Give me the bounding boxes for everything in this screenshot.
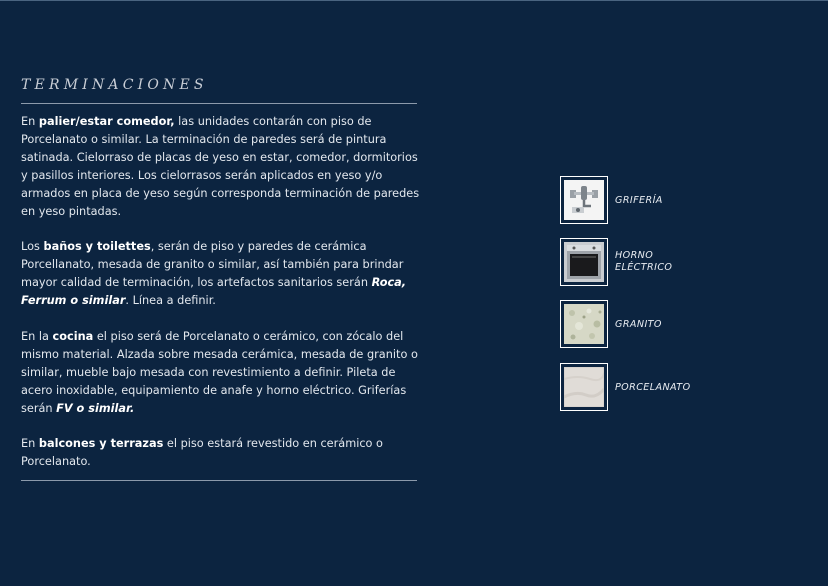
paragraph-bathrooms xyxy=(21,238,421,310)
material-porcelanato xyxy=(560,363,800,413)
material-label: GRANITO xyxy=(615,319,662,330)
material-label xyxy=(615,250,672,274)
text-span: el piso estará revestido en cerámico o Porcelanato. xyxy=(21,437,383,468)
paragraph-balconies xyxy=(21,435,421,471)
bold-span: balcones y terrazas xyxy=(38,437,164,450)
oven-photo-icon xyxy=(560,238,608,286)
text-span: Los xyxy=(21,240,44,253)
text-span: el piso será de Porcelanato o cerámico, con zócalo del mismo material. Alzada sobre mesada cerámica, mesada de granito o similar, mueble bajo mesada con revestimiento a definir. Pileta de acero inoxidable, equipamiento de anafe y horno eléctrico. Griferías serán xyxy=(21,330,418,415)
bold-italic-span: Roca, Ferrum o similar xyxy=(21,276,407,307)
text-span: En la xyxy=(21,330,53,343)
top-divider xyxy=(0,0,828,1)
text-span: , serán de piso y paredes de cerámica Porcellanato, mesada de granito o similar, así también para brindar mayor calidad de terminación, los artefactos sanitarios serán xyxy=(21,240,404,289)
bold-span: baños y toilettes xyxy=(43,240,151,253)
bottom-divider xyxy=(21,480,417,481)
material-horno xyxy=(560,238,800,288)
text-span: En xyxy=(21,115,39,128)
porcelain-tile-icon xyxy=(560,363,608,411)
material-label: PORCELANATO xyxy=(615,382,691,393)
material-label: GRIFERÍA xyxy=(615,195,663,206)
bold-span: cocina xyxy=(52,330,94,343)
label-line: HORNO xyxy=(615,250,654,261)
label-line: ELÉCTRICO xyxy=(615,262,673,273)
text-span: las unidades contarán con piso de Porcelanato o similar. La terminación de paredes será de pintura satinada. Cielorraso de placas de yeso en estar, comedor, dormitorios y pasillos interiores. Los cielorrasos serán aplicados en yeso y/o armados en placa de yeso según corresponda terminación de paredes en yeso pintadas. xyxy=(21,115,420,218)
section-title: TERMINACIONES xyxy=(21,77,208,93)
paragraph-kitchen xyxy=(21,328,421,418)
title-underline xyxy=(21,103,417,104)
bold-italic-span: FV o similar. xyxy=(56,402,135,415)
text-span: . Línea a definir. xyxy=(125,294,216,307)
granite-sample-icon xyxy=(560,300,608,348)
bold-span: palier/estar comedor, xyxy=(38,115,175,128)
faucet-photo-icon xyxy=(560,176,608,224)
paragraph-living xyxy=(21,113,421,221)
text-span: En xyxy=(21,437,39,450)
material-griferia xyxy=(560,176,800,226)
material-granito xyxy=(560,300,800,350)
